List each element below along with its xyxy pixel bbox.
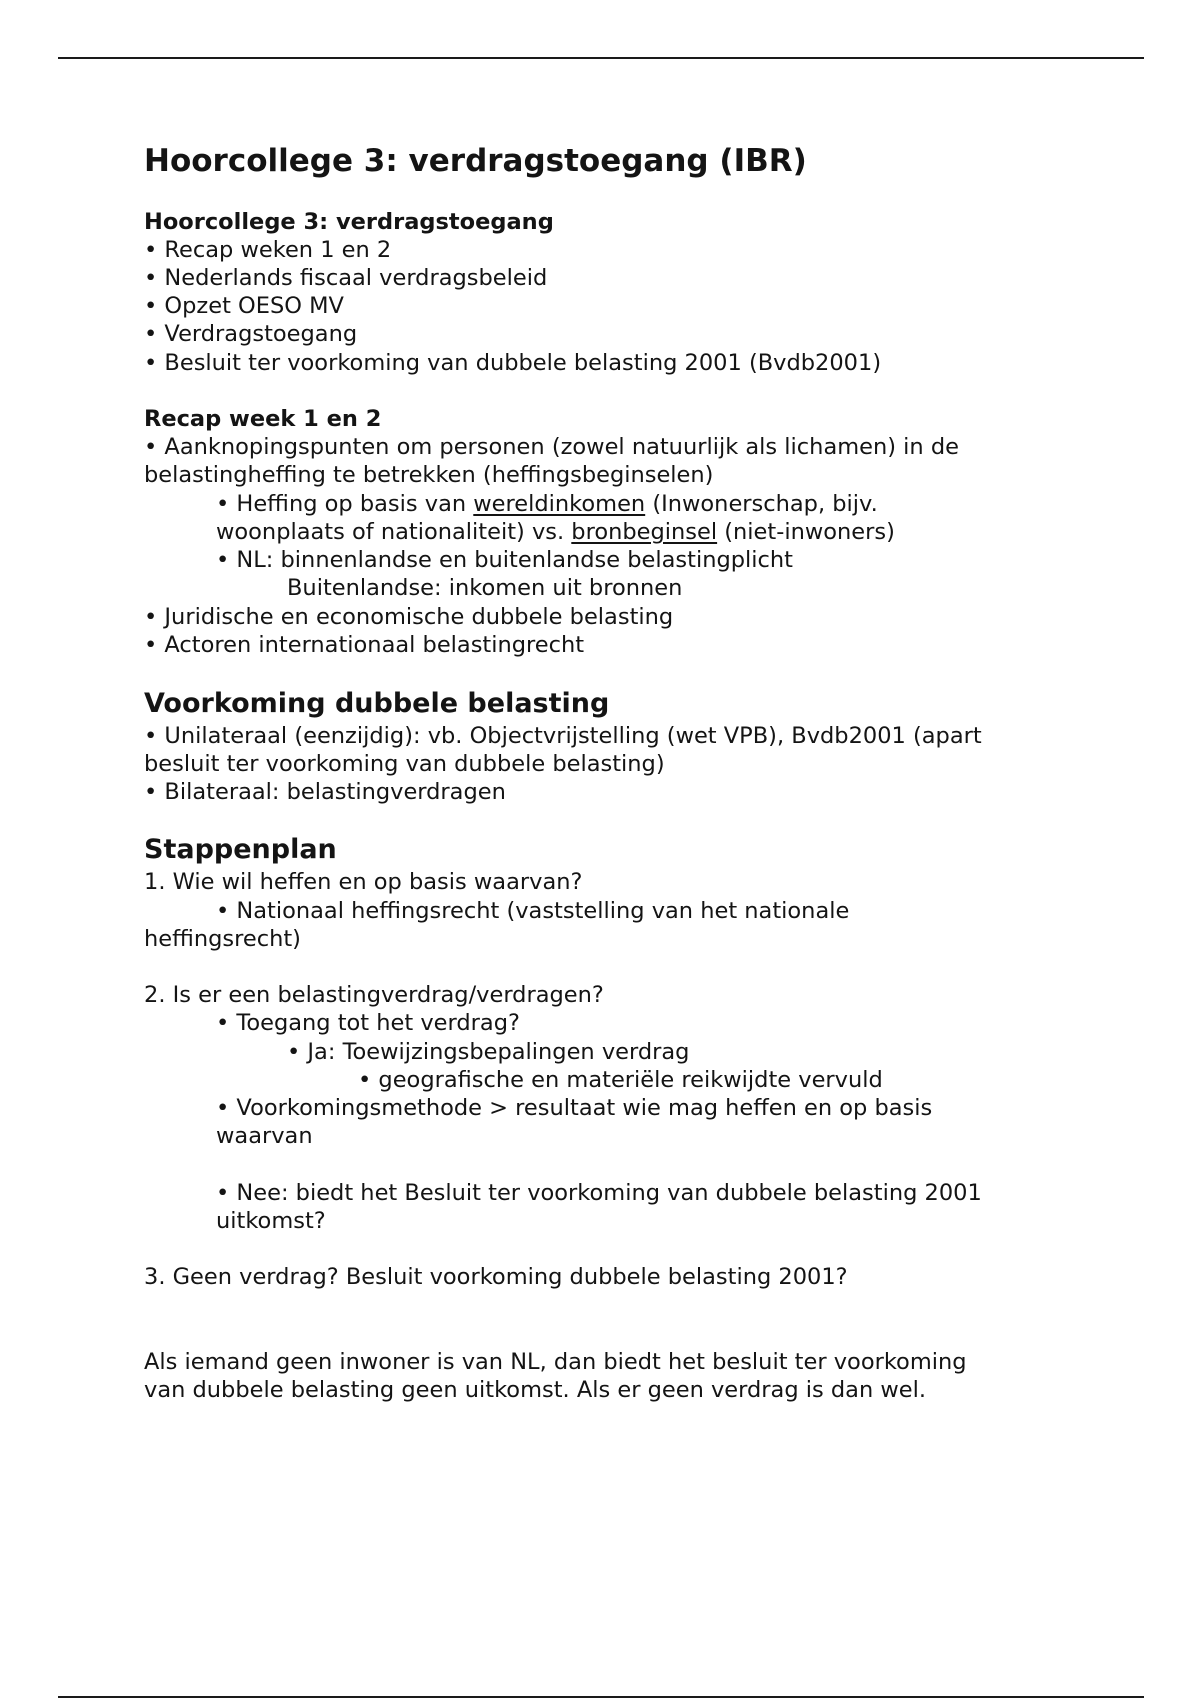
recap-line (216, 490, 878, 518)
recap-line: • Actoren internationaal belastingrecht (144, 632, 585, 658)
recap-line: • Aanknopingspunten om personen (zowel natuurlijk als lichamen) in de (144, 434, 959, 460)
closing-line: van dubbele belasting geen uitkomst. Als er geen verdrag is dan wel. (144, 1377, 927, 1403)
step-line: • Ja: Toewijzingsbepalingen verdrag (287, 1039, 690, 1065)
recap-line: belastingheffing te betrekken (heffingsbeginselen) (144, 462, 714, 488)
list-item: • Nederlands fiscaal verdragsbeleid (144, 265, 548, 291)
list-item: • Besluit ter voorkoming van dubbele belasting 2001 (Bvdb2001) (144, 350, 882, 376)
recap-line: • NL: binnenlandse en buitenlandse belastingplicht (216, 547, 793, 573)
intro-heading: Hoorcollege 3: verdragstoegang (144, 209, 554, 235)
section-heading: Voorkoming dubbele belasting (144, 688, 610, 719)
step-line: • Nationaal heffingsrecht (vaststelling van het nationale (216, 898, 850, 924)
recap-text: woonplaats of nationaliteit) vs. (216, 519, 572, 545)
voorkoming-line: • Unilateraal (eenzijdig): vb. Objectvrijstelling (wet VPB), Bvdb2001 (apart (144, 723, 982, 749)
step-line: 1. Wie wil heffen en op basis waarvan? (144, 869, 583, 895)
underlined-term: bronbeginsel (571, 519, 718, 545)
bottom-divider (58, 1696, 1144, 1698)
closing-line: Als iemand geen inwoner is van NL, dan biedt het besluit ter voorkoming (144, 1349, 967, 1375)
recap-line (216, 518, 895, 546)
list-item: • Recap weken 1 en 2 (144, 237, 392, 263)
page-title: Hoorcollege 3: verdragstoegang (IBR) (144, 143, 807, 179)
step-line: 2. Is er een belastingverdrag/verdragen? (144, 982, 604, 1008)
step-line: heffingsrecht) (144, 926, 301, 952)
recap-heading: Recap week 1 en 2 (144, 406, 382, 432)
section-heading: Stappenplan (144, 834, 337, 865)
voorkoming-line: besluit ter voorkoming van dubbele belasting) (144, 751, 665, 777)
step-line: • Nee: biedt het Besluit ter voorkoming van dubbele belasting 2001 (216, 1180, 982, 1206)
recap-line: Buitenlandse: inkomen uit bronnen (287, 575, 683, 601)
step-line: 3. Geen verdrag? Besluit voorkoming dubbele belasting 2001? (144, 1264, 848, 1290)
list-item: • Verdragstoegang (144, 321, 358, 347)
step-line: uitkomst? (216, 1208, 326, 1234)
underlined-term: wereldinkomen (473, 491, 646, 517)
step-line: • Voorkomingsmethode > resultaat wie mag heffen en op basis (216, 1095, 933, 1121)
recap-text: • Heffing op basis van (216, 491, 474, 517)
recap-text: (Inwonerschap, bijv. (645, 491, 878, 517)
step-line: • geografische en materiële reikwijdte vervuld (358, 1067, 883, 1093)
list-item: • Opzet OESO MV (144, 293, 344, 319)
top-divider (58, 57, 1144, 59)
step-line: waarvan (216, 1123, 313, 1149)
voorkoming-line: • Bilateraal: belastingverdragen (144, 779, 506, 805)
recap-text: (niet-inwoners) (717, 519, 895, 545)
recap-line: • Juridische en economische dubbele belasting (144, 604, 674, 630)
step-line: • Toegang tot het verdrag? (216, 1010, 520, 1036)
